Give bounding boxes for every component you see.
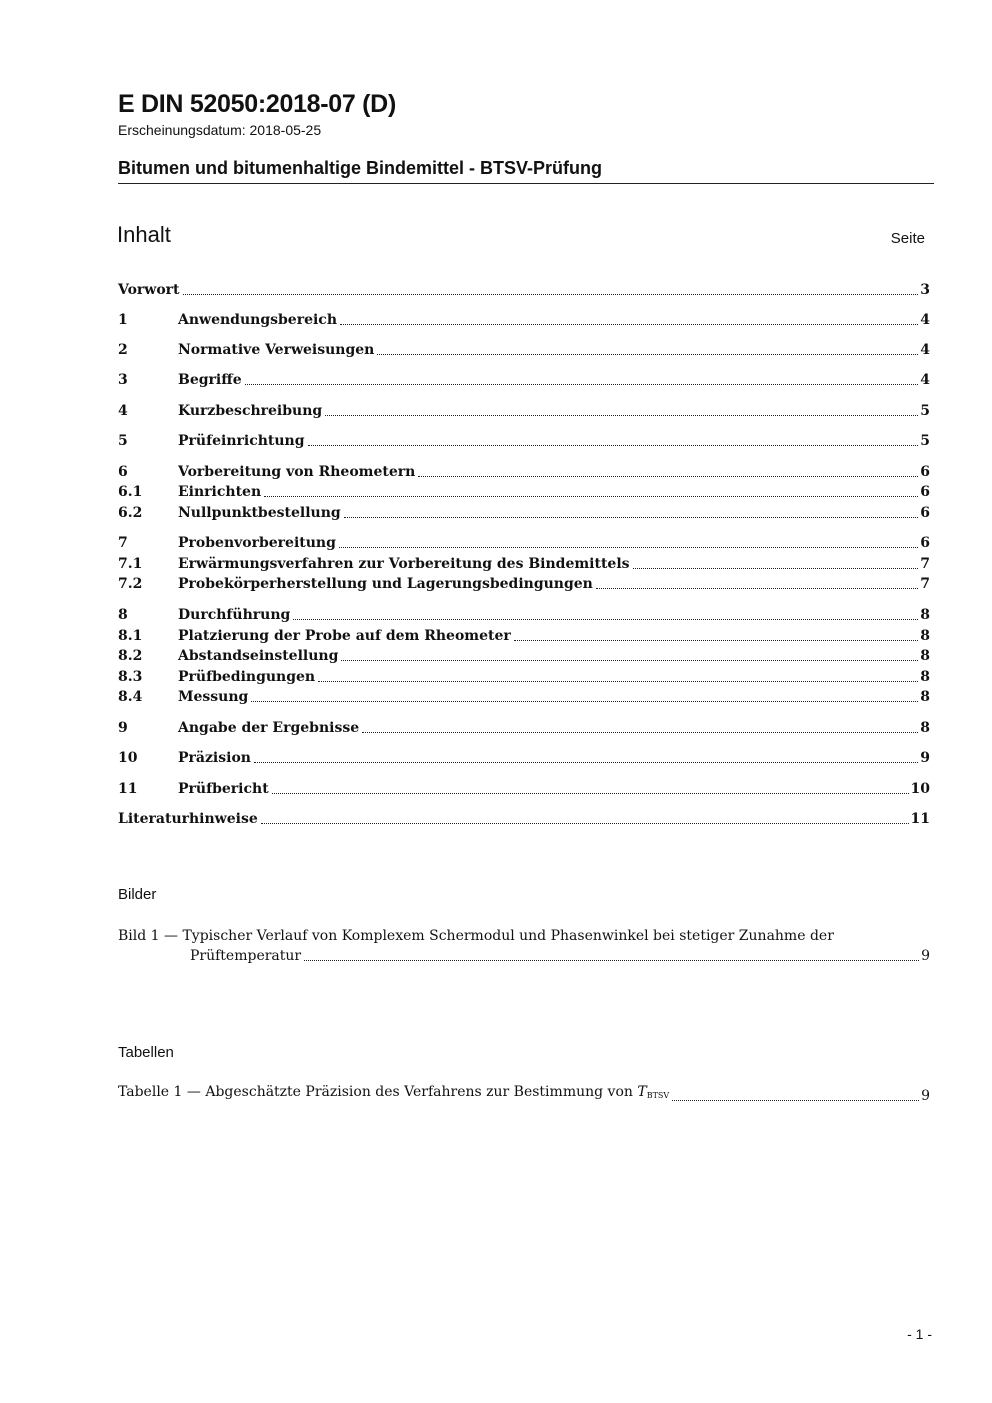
toc-entry[interactable] bbox=[118, 779, 930, 799]
table-entry-label: Tabelle 1 — Abgeschätzte Präzision des Verfahrens zur Bestimmung von $T_{BTSV}$ bbox=[118, 1084, 670, 1100]
toc-entry-number: 6.2 bbox=[118, 505, 143, 521]
toc-entry[interactable] bbox=[118, 809, 930, 829]
dot-leader bbox=[254, 761, 918, 763]
toc-entry[interactable] bbox=[118, 280, 930, 300]
toc-entry-label: Probenvorbereitung bbox=[178, 535, 336, 551]
toc-entry[interactable] bbox=[118, 401, 930, 421]
toc-entry-number: 8.4 bbox=[118, 689, 143, 705]
toc-entry-page: 6 bbox=[920, 464, 930, 480]
toc-entry-number: 8 bbox=[118, 607, 128, 623]
page-number: - 1 - bbox=[907, 1326, 932, 1342]
dot-leader bbox=[377, 353, 918, 355]
toc-entry-label: Präzision bbox=[178, 750, 251, 766]
table-entry[interactable] bbox=[118, 1082, 930, 1106]
toc-entry-label: Anwendungsbereich bbox=[178, 312, 337, 328]
toc-entry[interactable] bbox=[118, 431, 930, 451]
title-divider bbox=[118, 183, 934, 184]
toc-entry[interactable] bbox=[118, 310, 930, 330]
toc-entry-number: 4 bbox=[118, 403, 128, 419]
toc-entry-page: 6 bbox=[920, 505, 930, 521]
table-entry-symbol-subscript: BTSV bbox=[646, 1091, 670, 1100]
toc-entry-number: 11 bbox=[118, 781, 138, 797]
toc-entry-label: Platzierung der Probe auf dem Rheometer bbox=[178, 628, 511, 644]
toc-entry-page: 8 bbox=[920, 648, 930, 664]
dot-leader bbox=[308, 444, 919, 446]
toc-entry-page: 8 bbox=[920, 689, 930, 705]
toc-entry-page: 4 bbox=[920, 312, 930, 328]
toc-entry-number: 5 bbox=[118, 433, 128, 449]
toc-entry-label: Nullpunktbestellung bbox=[178, 505, 341, 521]
table-entry-symbol: T bbox=[637, 1084, 647, 1100]
toc-entry[interactable] bbox=[118, 646, 930, 666]
toc-entry-label: Vorbereitung von Rheometern bbox=[178, 464, 416, 480]
tables-heading: Tabellen bbox=[118, 1044, 174, 1061]
toc-entry[interactable] bbox=[118, 748, 930, 768]
toc-entry-number: 7 bbox=[118, 535, 128, 551]
toc-entry-number: 10 bbox=[118, 750, 138, 766]
dot-leader bbox=[362, 731, 918, 733]
dot-leader bbox=[245, 383, 919, 385]
toc-entry-page: 9 bbox=[920, 750, 930, 766]
toc-entry-number: 6 bbox=[118, 464, 128, 480]
toc-entry-page: 5 bbox=[920, 403, 930, 419]
toc-entry[interactable] bbox=[118, 533, 930, 553]
toc-entry[interactable] bbox=[118, 574, 930, 594]
toc-entry-number: 9 bbox=[118, 720, 128, 736]
toc-entry[interactable] bbox=[118, 687, 930, 707]
toc-entry-label: Angabe der Ergebnisse bbox=[178, 720, 360, 736]
toc-entry-page: 8 bbox=[920, 607, 930, 623]
toc-entry-number: 3 bbox=[118, 372, 128, 388]
toc-entry[interactable] bbox=[118, 482, 930, 502]
document-id: E DIN 52050:2018-07 (D) bbox=[118, 90, 396, 118]
toc-entry-number: 6.1 bbox=[118, 484, 143, 500]
toc-entry[interactable] bbox=[118, 718, 930, 738]
toc-page-column-label: Seite bbox=[890, 230, 925, 247]
toc-entry-page: 3 bbox=[920, 282, 930, 298]
dot-leader bbox=[633, 567, 919, 569]
toc-entry-label: Abstandseinstellung bbox=[178, 648, 339, 664]
toc-entry-label: Begriffe bbox=[178, 372, 242, 388]
toc-entry-label: Vorwort bbox=[118, 282, 180, 298]
toc-entry-number: 2 bbox=[118, 342, 128, 358]
dot-leader bbox=[304, 959, 919, 961]
toc-entry[interactable] bbox=[118, 340, 930, 360]
toc-entry[interactable] bbox=[118, 370, 930, 390]
dot-leader bbox=[672, 1099, 919, 1101]
toc-entry-page: 8 bbox=[920, 628, 930, 644]
toc-entry-label: Prüfbericht bbox=[178, 781, 269, 797]
figures-heading: Bilder bbox=[118, 886, 157, 903]
document-title: Bitumen und bitumenhaltige Bindemittel - BTSV-Prüfung bbox=[118, 158, 602, 178]
dot-leader bbox=[318, 680, 918, 682]
toc-entry-label: Literaturhinweise bbox=[118, 811, 258, 827]
toc-entry-page: 6 bbox=[920, 484, 930, 500]
toc-entry-page: 7 bbox=[920, 576, 930, 592]
dot-leader bbox=[261, 822, 909, 824]
toc-entry-label: Probekörperherstellung und Lagerungsbedingungen bbox=[178, 576, 593, 592]
toc-entry-label: Einrichten bbox=[178, 484, 262, 500]
toc-entry-label: Erwärmungsverfahren zur Vorbereitung des Bindemittels bbox=[178, 556, 630, 572]
toc-entry-label: Prüfbedingungen bbox=[178, 669, 316, 685]
dot-leader bbox=[293, 618, 918, 620]
toc-entry-number: 7.1 bbox=[118, 556, 143, 572]
toc-entry-page: 11 bbox=[910, 811, 930, 827]
toc-entry[interactable] bbox=[118, 462, 930, 482]
figure-entry-page: 9 bbox=[921, 948, 930, 964]
toc-entry-number: 8.2 bbox=[118, 648, 143, 664]
publication-date: Erscheinungsdatum: 2018-05-25 bbox=[118, 122, 322, 138]
dot-leader bbox=[325, 414, 918, 416]
toc-entry-page: 7 bbox=[920, 556, 930, 572]
toc-entry-label: Durchführung bbox=[178, 607, 291, 623]
toc-entry-label: Messung bbox=[178, 689, 249, 705]
dot-leader bbox=[272, 792, 909, 794]
toc-entry-page: 4 bbox=[920, 342, 930, 358]
table-entry-page: 9 bbox=[921, 1088, 930, 1104]
toc-entry-page: 5 bbox=[920, 433, 930, 449]
dot-leader bbox=[183, 293, 919, 295]
toc-entry[interactable] bbox=[118, 503, 930, 523]
toc-entry-page: 8 bbox=[920, 669, 930, 685]
dot-leader bbox=[341, 659, 918, 661]
toc-entry-label: Prüfeinrichtung bbox=[178, 433, 305, 449]
toc-entry-number: 7.2 bbox=[118, 576, 143, 592]
dot-leader bbox=[264, 495, 918, 497]
toc-entry-number: 8.3 bbox=[118, 669, 143, 685]
toc-entry-page: 8 bbox=[920, 720, 930, 736]
dot-leader bbox=[251, 700, 918, 702]
dot-leader bbox=[514, 639, 918, 641]
toc-entry-number: 8.1 bbox=[118, 628, 143, 644]
toc-entry-page: 6 bbox=[920, 535, 930, 551]
figure-entry-label: Bild 1 — Typischer Verlauf von Komplexem Schermodul und Phasenwinkel bei stetiger Zunahme der bbox=[118, 928, 834, 944]
toc-entry[interactable] bbox=[118, 554, 930, 574]
dot-leader bbox=[596, 587, 918, 589]
toc-entry[interactable] bbox=[118, 605, 930, 625]
toc-entry-number: 1 bbox=[118, 312, 128, 328]
dot-leader bbox=[418, 475, 918, 477]
toc-entry-page: 10 bbox=[910, 781, 930, 797]
toc-entry-label: Normative Verweisungen bbox=[178, 342, 375, 358]
toc-entry-label: Kurzbeschreibung bbox=[178, 403, 323, 419]
toc-entry[interactable] bbox=[118, 626, 930, 646]
figure-entry[interactable] bbox=[118, 926, 930, 966]
dot-leader bbox=[344, 516, 919, 518]
toc-entry-page: 4 bbox=[920, 372, 930, 388]
dot-leader bbox=[340, 323, 918, 325]
toc-entry[interactable] bbox=[118, 667, 930, 687]
figure-entry-label-continued: Prüftemperatur bbox=[190, 948, 302, 964]
dot-leader bbox=[339, 546, 918, 548]
toc-heading: Inhalt bbox=[117, 222, 171, 247]
